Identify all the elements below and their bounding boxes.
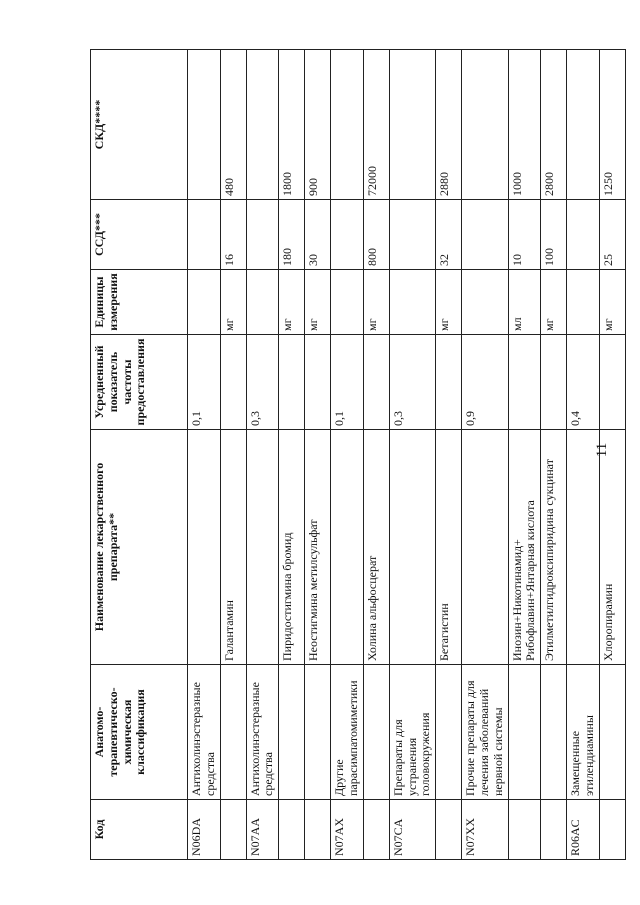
cell-drug: Инозин+Никотинамид+ Рибофлавин+Янтарная кислота — [508, 430, 541, 665]
table-row — [220, 50, 246, 860]
cell-ssd — [188, 200, 221, 270]
cell-code: N07AA — [246, 800, 279, 860]
cell-skd: 2880 — [436, 50, 462, 200]
cell-unit — [389, 270, 435, 335]
drug-table — [90, 49, 626, 860]
cell-atc: Прочие препараты для лечения заболеваний нервной системы — [462, 665, 508, 800]
cell-drug: Бетагистин — [436, 430, 462, 665]
cell-code: N07CA — [389, 800, 435, 860]
cell-skd: 1000 — [508, 50, 541, 200]
cell-atc — [436, 665, 462, 800]
cell-skd — [567, 50, 600, 200]
cell-skd — [462, 50, 508, 200]
cell-drug — [331, 430, 364, 665]
table-row — [279, 50, 305, 860]
cell-atc — [541, 665, 567, 800]
page-number: 11 — [594, 442, 610, 458]
cell-skd: 2800 — [541, 50, 567, 200]
cell-freq — [508, 335, 541, 430]
cell-code — [508, 800, 541, 860]
cell-atc — [220, 665, 246, 800]
cell-ssd: 100 — [541, 200, 567, 270]
cell-code: N06DA — [188, 800, 221, 860]
cell-drug — [188, 430, 221, 665]
cell-code — [279, 800, 305, 860]
cell-freq: 0,1 — [188, 335, 221, 430]
cell-unit — [246, 270, 279, 335]
cell-ssd: 32 — [436, 200, 462, 270]
cell-atc — [599, 665, 625, 800]
cell-unit: мг — [599, 270, 625, 335]
header-freq: Усредненный показатель частоты предоставления — [91, 335, 188, 430]
cell-skd: 900 — [305, 50, 331, 200]
cell-atc: Антихолинэстеразные средства — [188, 665, 221, 800]
cell-atc: Другие парасимпатомиметики — [331, 665, 364, 800]
cell-drug: Галантамин — [220, 430, 246, 665]
cell-freq: 0,3 — [246, 335, 279, 430]
cell-unit: мг — [279, 270, 305, 335]
cell-freq — [305, 335, 331, 430]
cell-ssd — [567, 200, 600, 270]
cell-freq — [279, 335, 305, 430]
cell-atc: Замещенные этилендиамины — [567, 665, 600, 800]
cell-atc: Препараты для устранения головокружения — [389, 665, 435, 800]
cell-atc: Антихолинэстеразные средства — [246, 665, 279, 800]
header-atc: Анатомо-терапевтическо-химическая классификация — [91, 665, 188, 800]
cell-freq — [220, 335, 246, 430]
cell-ssd — [462, 200, 508, 270]
cell-code — [220, 800, 246, 860]
header-skd: СКД**** — [91, 50, 188, 200]
cell-code — [305, 800, 331, 860]
cell-freq: 0,4 — [567, 335, 600, 430]
cell-skd: 480 — [220, 50, 246, 200]
table-row — [508, 50, 541, 860]
cell-skd — [331, 50, 364, 200]
header-unit: Единицы измерения — [91, 270, 188, 335]
cell-code — [599, 800, 625, 860]
cell-ssd: 800 — [363, 200, 389, 270]
cell-atc — [508, 665, 541, 800]
cell-ssd: 16 — [220, 200, 246, 270]
table-row — [462, 50, 508, 860]
table-row — [331, 50, 364, 860]
cell-drug: Этилметилгидроксипиридина сукцинат — [541, 430, 567, 665]
cell-ssd: 25 — [599, 200, 625, 270]
cell-ssd: 30 — [305, 200, 331, 270]
cell-code: N07AX — [331, 800, 364, 860]
cell-drug: Неостигмина метилсульфат — [305, 430, 331, 665]
cell-unit: мг — [363, 270, 389, 335]
cell-code — [436, 800, 462, 860]
cell-code — [363, 800, 389, 860]
cell-unit — [567, 270, 600, 335]
header-ssd: ССД*** — [91, 200, 188, 270]
cell-ssd — [246, 200, 279, 270]
table-row — [188, 50, 221, 860]
header-drug: Наименование лекарственного препарата** — [91, 430, 188, 665]
cell-code: N07XX — [462, 800, 508, 860]
cell-unit: мг — [220, 270, 246, 335]
cell-drug: Холина альфосцерат — [363, 430, 389, 665]
cell-skd: 1250 — [599, 50, 625, 200]
cell-atc — [305, 665, 331, 800]
cell-code: R06AC — [567, 800, 600, 860]
cell-unit: мг — [436, 270, 462, 335]
table-row — [541, 50, 567, 860]
header-row — [91, 50, 188, 860]
cell-drug: Пиридостигмина бромид — [279, 430, 305, 665]
cell-freq — [436, 335, 462, 430]
cell-ssd — [389, 200, 435, 270]
cell-skd — [389, 50, 435, 200]
cell-drug — [246, 430, 279, 665]
table-row — [436, 50, 462, 860]
cell-unit — [331, 270, 364, 335]
cell-skd: 72000 — [363, 50, 389, 200]
cell-freq — [541, 335, 567, 430]
cell-drug — [462, 430, 508, 665]
cell-unit: мл — [508, 270, 541, 335]
cell-freq: 0,3 — [389, 335, 435, 430]
cell-drug — [389, 430, 435, 665]
cell-unit — [188, 270, 221, 335]
header-code: Код — [91, 800, 188, 860]
cell-unit: мг — [541, 270, 567, 335]
cell-atc — [363, 665, 389, 800]
cell-code — [541, 800, 567, 860]
cell-ssd — [331, 200, 364, 270]
cell-atc — [279, 665, 305, 800]
cell-drug: Хлоропирамин — [599, 430, 625, 665]
cell-skd — [188, 50, 221, 200]
cell-freq — [363, 335, 389, 430]
cell-ssd: 180 — [279, 200, 305, 270]
table-row — [246, 50, 279, 860]
table-row — [305, 50, 331, 860]
cell-unit — [462, 270, 508, 335]
table-row — [389, 50, 435, 860]
cell-skd: 1800 — [279, 50, 305, 200]
cell-unit: мг — [305, 270, 331, 335]
cell-freq — [599, 335, 625, 430]
cell-freq: 0,9 — [462, 335, 508, 430]
cell-freq: 0,1 — [331, 335, 364, 430]
cell-ssd: 10 — [508, 200, 541, 270]
table-row — [363, 50, 389, 860]
cell-skd — [246, 50, 279, 200]
